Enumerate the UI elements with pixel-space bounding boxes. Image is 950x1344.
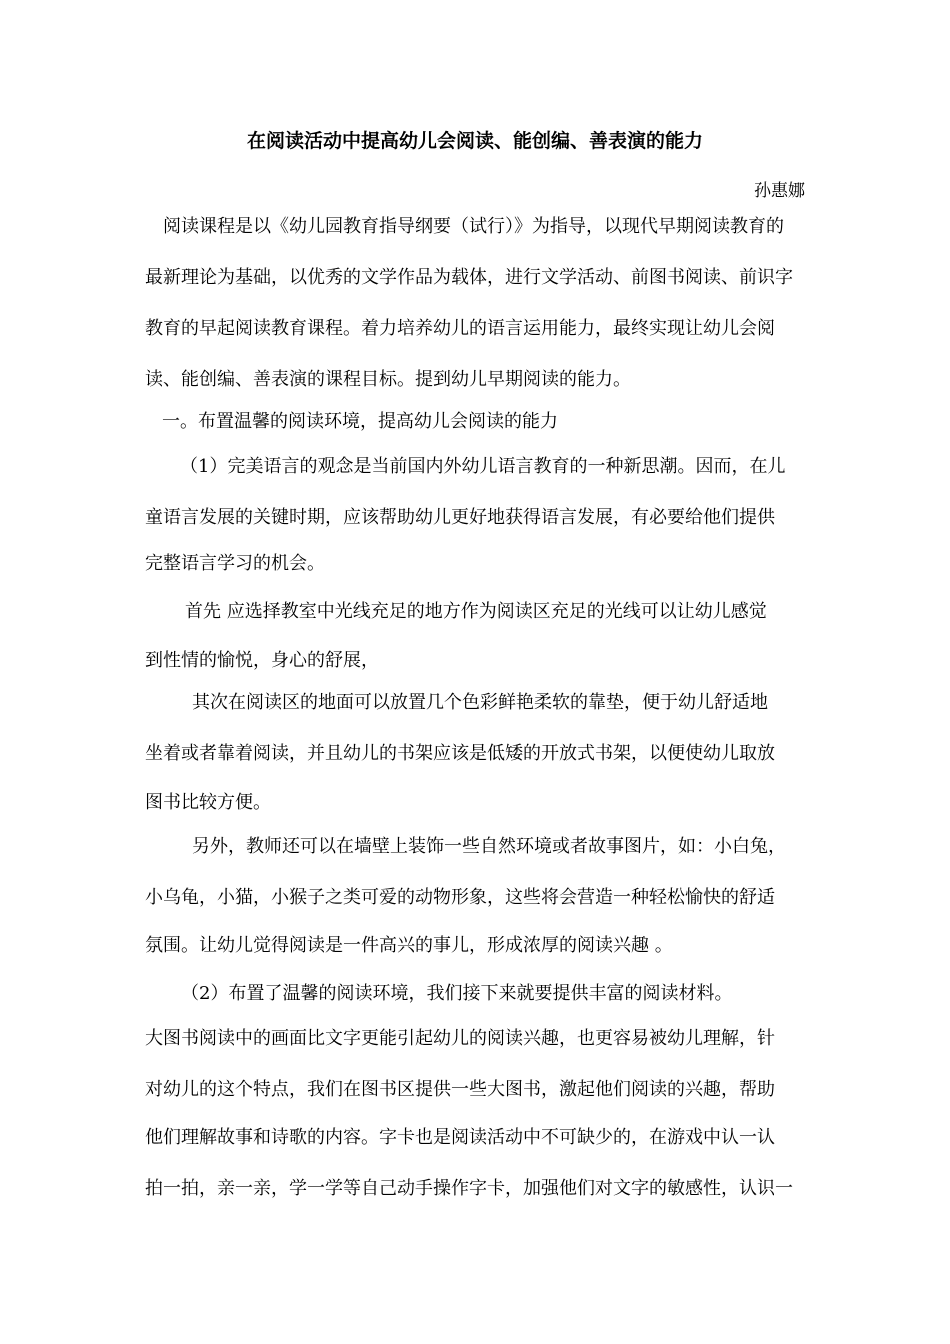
- paragraph-line: 坐着或者靠着阅读，并且幼儿的书架应该是低矮的开放式书架，以便使幼儿取放: [145, 743, 775, 764]
- paragraph-line: 童语言发展的关键时期，应该帮助幼儿更好地获得语言发展，有必要给他们提供: [145, 507, 775, 528]
- paragraph-line: 其次在阅读区的地面可以放置几个色彩鲜艳柔软的靠垫，便于幼儿舒适地: [192, 692, 768, 713]
- paragraph-line: 图书比较方便。: [145, 792, 271, 813]
- paragraph-line: 对幼儿的这个特点，我们在图书区提供一些大图书，激起他们阅读的兴趣，帮助: [145, 1079, 775, 1100]
- paragraph-line: 完整语言学习的机会。: [145, 553, 325, 574]
- paragraph-line: 拍一拍，亲一亲，学一学等自己动手操作字卡，加强他们对文字的敏感性，认识一: [145, 1178, 793, 1199]
- paragraph-line: 到性情的愉悦，身心的舒展，: [145, 650, 379, 671]
- paragraph-line: 阅读课程是以《幼儿园教育指导纲要（试行）》为指导，以现代早期阅读教育的: [163, 216, 784, 237]
- paragraph-line: 他们理解故事和诗歌的内容。字卡也是阅读活动中不可缺少的，在游戏中认一认: [145, 1127, 775, 1148]
- paragraph-line: 氛围。让幼儿觉得阅读是一件高兴的事儿，形成浓厚的阅读兴趣 。: [145, 935, 673, 956]
- paragraph-line: （1）完美语言的观念是当前国内外幼儿语言教育的一种新思潮。因而，在儿: [180, 456, 786, 477]
- paragraph-line: 最新理论为基础，以优秀的文学作品为载体，进行文学活动、前图书阅读、前识字: [145, 267, 793, 288]
- paragraph-line: 大图书阅读中的画面比文字更能引起幼儿的阅读兴趣，也更容易被幼儿理解，针: [145, 1028, 775, 1049]
- paragraph-line: 首先 应选择教室中光线充足的地方作为阅读区充足的光线可以让幼儿感觉: [185, 601, 767, 622]
- section-heading: 一。布置温馨的阅读环境，提高幼儿会阅读的能力: [162, 411, 558, 432]
- paragraph-line: 小乌龟，小猫，小猴子之类可爱的动物形象，这些将会营造一种轻松愉快的舒适: [145, 887, 775, 908]
- paragraph-line: 读、能创编、善表演的课程目标。提到幼儿早期阅读的能力。: [145, 369, 631, 390]
- author-name: 孙惠娜: [754, 181, 805, 201]
- document-title: 在阅读活动中提高幼儿会阅读、能创编、善表演的能力: [246, 130, 703, 152]
- paragraph-line: （2）布置了温馨的阅读环境，我们接下来就要提供丰富的阅读材料。: [181, 983, 733, 1004]
- paragraph-line: 另外，教师还可以在墙壁上装饰一些自然环境或者故事图片，如：小白兔，: [192, 836, 786, 857]
- paragraph-line: 教育的早起阅读教育课程。着力培养幼儿的语言运用能力，最终实现让幼儿会阅: [145, 318, 775, 339]
